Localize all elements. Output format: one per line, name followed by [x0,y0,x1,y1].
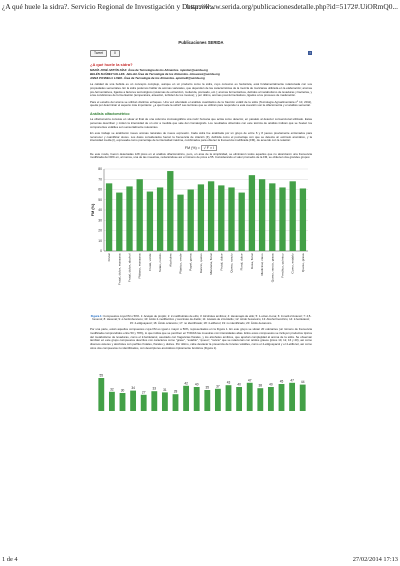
x-tick-label: Rosa, floral [249,253,254,270]
x-tick-label: Queso, rancio, grasa [270,253,275,283]
site-section-title: Publicaciones SERIDA [178,40,224,45]
bar [239,192,245,250]
x-tick-label: Cuero, establo [290,253,295,274]
x-tick-label: Frutal, dulce, alcohol [127,253,132,282]
bar [290,181,296,251]
author-2: BELÉN SUÁREZ VALLES. Jefa del Área de Tecnología de los Alimentos. mbsuarez@serida.org [90,71,220,76]
bar [226,385,232,411]
x-tick-label: Papel, goma [188,253,193,271]
bar [177,195,183,251]
data-label: 40 [237,382,241,387]
bar [126,186,132,251]
olfactometry-paragraph-3: De este modo, fueron detectadas 128 picos en el análisis olfactométrico, pero, en aras de la simplicidad, se eliminaron todos aquellos que no alcanzaron una frecuencia modificada del 30% en, al menos, una de las muestras, reduciéndose así el número de picos a 55. Considerando el valor promedio de la FM, se obtienen dos grandes grupos: [90,151,312,160]
bar [98,378,104,411]
data-label: 38 [258,383,263,388]
data-label: 35 [205,385,210,390]
second-bar-chart [90,353,312,413]
x-tick-label: Manzana, floral [209,253,214,275]
bar [247,383,253,411]
x-tick-label: Plástico, verde [178,253,183,274]
bar [116,192,122,250]
y-axis-label: FM (%) [91,203,95,217]
x-tick-label: Frutal, verde [147,253,152,271]
data-label: 45 [279,379,284,384]
objective-paragraph: Para el estudio del aroma se utilizan distintos enfoques. Una vez abordado el análisis cuantitativo de la fracción volátil de la sidra (Tecnología Agroalimentaria nº 10, 2011), queda por determinar el aspecto más importante: ¿a qué huele la sidra? Las técnicas que se utilizan para responder a esta cuestión son la olfactometría y el análisis sensorial. [90,99,312,108]
x-tick-label: Frutal, dulce [219,253,224,271]
data-label: 30 [120,388,125,393]
bar [268,387,274,411]
tweet-button[interactable]: Tweet [90,50,107,57]
y-tick-label: 40 [98,208,102,213]
article-title: ¿A qué huele la sidra? [90,62,133,67]
bar [183,386,189,411]
bar [141,395,147,411]
x-tick-label: Plátano, manzana [137,253,142,279]
data-label: 44 [300,380,305,385]
share-bar [90,49,312,57]
tweet-count: 0 [110,50,120,57]
author-3: ANNA PICINELLI LOBO. Área de Tecnología de los Alimentos. apicinelli@serida.org [90,75,205,80]
bar [218,185,224,251]
data-label: 32 [110,387,114,392]
data-label: 47 [290,378,294,383]
figure-caption [90,315,312,326]
x-tick-label: Frutal, dulce, manzana [117,253,122,285]
bar [236,387,242,411]
bar [167,171,173,251]
bar [137,179,143,251]
bar [257,388,263,411]
olfactometry-paragraph-1: La olfactometría consiste en situar al final de una columna cromatográfica una nariz humana que actúa como detector, en paralelo al detector convencional utilizado. Estas personas describen y miden la intensidad de un olor a medida que sale del cromatógrafo. Los resultados obtenidos con este técnica de análisis indican qué se huelen los componentes volátiles son sensorialmente relevantes. [90,117,312,129]
bar [300,385,306,411]
x-tick-label: Queso, grasa [300,253,305,272]
page-url[interactable]: http://www.serida.org/publicacionesdetalle.php?id=5172#.UiORmQ0... [186,2,398,11]
author-1: MARÍA JOSÉ ANTÓN DÍAZ. Área de Tecnología de los Alimentos. mjanton@serida.org [90,68,209,72]
page-count: 1 de 4 [2,556,18,563]
x-tick-label: Queso, rancio [229,253,234,273]
x-tick-label: Floral, dulce [239,253,244,271]
data-label: 55 [99,373,104,378]
bar [208,181,214,251]
data-label: 28 [173,389,178,394]
bar [194,387,200,411]
bar [157,187,163,251]
bar [173,394,179,411]
formula-lhs: FM (%) = [184,145,200,150]
page-title: ¿A qué huele la sidra?. Servicio Regional de Investigación y Desarroll... [2,2,216,11]
formula [90,146,312,150]
bar [106,183,112,251]
bar [300,188,306,251]
bar [228,187,234,251]
bar [279,384,285,411]
y-tick-label: 0 [100,249,102,254]
y-tick-label: 20 [98,228,102,233]
olfactometry-paragraph-2: En este trabajo se analizaron nueve aromas naturales de nueve expresión. Cada sidra fue analizada por un grupo de entre 6 y 8 jueces previamente entrenados para reconocer y cuantificar olores. Los datos considerados fueron la frecuencia de citación (F), definida como el porcentaje con que se detecta un estímulo aromático, y la intensidad media (I), expresada como porcentaje de la intensidad máxima, combinados para obtener la frecuencia modificada (FM), de acuerdo con la relación: [90,131,312,143]
bar [289,383,295,411]
bar [120,393,126,411]
bar [204,390,210,411]
section-heading: Análisis olfactométrico [90,111,130,116]
bar [259,179,265,251]
fm-bar-chart [90,163,312,313]
bar [279,187,285,251]
data-label: 37 [216,384,220,389]
bar [151,391,157,411]
intro-paragraph: La calidad de una bebida es un concepto complejo, aunque en un producto como la sidra, cuyo consumo es hedonista, está fundamentalmente relacionada con sus propiedades sensoriales. En la sidra podemos hablar de aromas varietales, que dependen de las características de la mezcla de manzanas utilizada en la elaboración; aromas pre-fermentativos, ligados a factores tecnológicos (sistemas de extracción, molienda, prensado, etc.); aromas fermentativos, debidos al metabolismo de levaduras y bacterias, y a las condiciones de fermentación (temperatura, aireación, turbidez de los mostos); y por último, aromas post-fermentativos, ligados a los procesos de maduración. [90,82,312,98]
bar [215,389,221,411]
data-label: 40 [269,382,273,387]
bar [249,175,255,251]
formula-rhs: √ F × I [201,145,217,151]
bar [109,392,115,411]
bar [198,184,204,251]
y-tick-label: 70 [98,177,102,182]
x-tick-label: Frutal [107,253,112,262]
print-datetime: 27/02/2014 17:13 [352,556,398,563]
x-tick-label: Medicinal, clavo [260,253,265,276]
bar [162,393,168,412]
x-tick-label: Fenólico, químico [280,253,285,278]
figure-caption-text: Compuestos cuya FM ≥ 50%. 1: Acetato de propilo; 2: 2-metilbutirato de etilo; 3: Alcoholes amílicos; 4: Hexanoato de etilo; 5: 1-octen-3-ona; 6: 3-metil-2-butenol; 7: 4,5-hexenol; 8: Hexenal; 9: α-fenitrobenceno; 10: Ácido 2-metilbutírico y succinato de dietilo; 11: Acetato de 2-feniletilo; 12: Ácido hexanoico; 13: Alcohol bencílico; 14: 2-feniletanol; 15: 4-etilguayacol; 16: Ácido octanoico; 17: no identificado; 18: 4-etilfenol; 19: no identificado; 20: Ácido decanoico. [92,313,312,326]
data-label: 27 [141,390,146,395]
data-label: 47 [247,378,252,383]
closing-paragraph: Por una parte, están aquellos compuestos cuya FM es igual o mayor a 50%, representados en la Figura 1. En este grupo se sitúan 20 odorantes (un número de frecuencia modificada comprendidos entre 50 y 78%), lo que indica que se perciben en TODAS las muestras con intensidades altas. Entre estos compuestos se incluyen productos típicos del metabolismo de levaduras, como el 2-feniletanol, asociado con fragancias florales, y los alcoholes amílicos, que aportan complejidad al aroma de la sidra. Se observan también en este grupo compuestos descritos con caracteres como "graso", "establo", "queso", "rancio" que se relacionan con ácidos grasos (picos 10, 12, 16 y 20), así como diversos ésteres y alcoholes con perfiles frutales, florales y dulces. Por último, cabe destacar la presencia de fenoles volátiles, como el 4-etilguayacol y el 4-etilfenol, así como otros dos compuestos no identificados, con descriptores aromáticos típicamente fenólicos (Figura 1). [90,327,312,350]
bar [188,189,194,251]
data-label: 42 [184,381,188,386]
y-tick-label: 80 [98,167,102,172]
data-label: 33 [152,386,157,391]
figure-caption-label: Figura 1: [90,313,103,318]
bar [130,391,136,411]
x-tick-label: Setas, cocido [158,253,163,272]
y-tick-label: 30 [98,218,102,223]
bar [147,191,153,250]
facebook-icon[interactable]: f [309,51,311,55]
bar [269,183,275,251]
y-tick-label: 60 [98,187,102,192]
author-list [90,69,312,81]
y-tick-label: 50 [98,197,102,202]
data-label: 43 [226,380,231,385]
data-label: 31 [163,388,167,393]
x-tick-label: Rancio, queso [198,253,203,274]
data-label: 40 [194,382,199,387]
data-label: 34 [131,386,135,391]
y-tick-label: 10 [98,238,102,243]
x-tick-label: Alcoholes [168,253,173,267]
article-container [90,40,312,413]
